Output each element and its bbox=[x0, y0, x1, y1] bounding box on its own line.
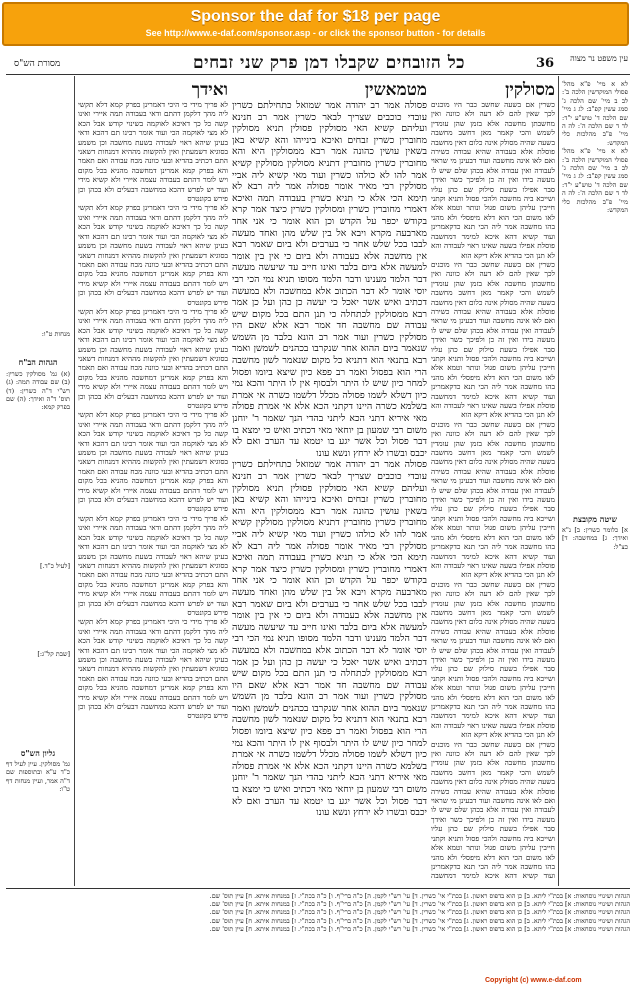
footnotes-text: הגהות ושינויי נוסחאות: א] בכת"י ליתא. ב] כן הוא בדפוס ראשון. ג] בכת"י אי' כשרין. ד] עי' רש"י לקמן. ה] כ"ה ברי"ף. ו] כ"ה בכת"י. ז] במנחות איתא. ח] עיין תוס' שם. bbox=[209, 892, 630, 900]
shita-mekubetzet-title: שיטה מקובצת bbox=[573, 513, 617, 524]
footnote-rule bbox=[6, 888, 630, 889]
rashi-column bbox=[431, 80, 555, 880]
rashi-text: כשרין אם בשעה שחשב כבר היו מוכנים לכך שאין להם לא דעה ולא כוונה ואין מחשבתן מחשבה אלא בזמן שהן עומדין לשמש והכי קאמר מאן דחשב מחשבה בשעה שהיה מסולק אינה כלום דאין מחשבה פוסלת אלא בעבודה שהיא עבודה כשירה ואם לאו אינה מחשבה ועוד דבעינן מי שראוי לעבודה ואין עבודה אלא בכהן שלם שיש לו מעשה בידו ואין זה כן ולפיכך כשר ואידך סבר אפילו בשעת סילוק שם כהן עליו ושייכא ביה מחשבה ולהכי פסול ותניא וקתני חייבין עליהן משום פגול ונותר וטמא אלא לאו משום הכי הוא דלא מיפסלי ולא מהני בהו מחשבה אמר ליה הכי תנא כדקאמרינן ועוד קשיא דהא איכא למימר דמחשבה פוסלת אפילו בשעה שאינו ראוי לעבודה והא לא תנן הכי בהדיא אלא דיקא הוא bbox=[431, 100, 555, 260]
sponsor-banner-title[interactable]: Sponsor the daf for $18 per page bbox=[190, 8, 441, 25]
left-margin-notes bbox=[6, 80, 70, 880]
tosafot-text: לא פריך מידי כי היכי דאמרינן בפרק קמא דלא תקשי ליה מהך דלקמן דהתם ודאי בעבודה תמה איירי ואינו קשה כל כך דאיכא לאוקמה בשינוי קודש אבל הכא לא מצי לאוקמה הכי ועוד אומר רבינו תם דהכא ודאי בעינן שיהא ראוי לעבודה בשעת מחשבה וכן משמע בסוגיא דשמעתין ואין להקשות מההיא דמנחות דשאני התם דכתיב בהדיא ובעי כוונה מכח עבודה ואם תאמר והא בפרק קמא אמרינן דמחשבה מהניא בכל מקום ויש לומר דהתם בעבודה עצמה איירי ולא קשיא מידי ועוד יש לפרש דהכא במחשבה דבעלים ולא בכהן וכן פירש בקונטרס bbox=[78, 203, 228, 307]
chapter-title: כל הזובחים שקבלו דמן פרק שני זבחים bbox=[193, 53, 465, 73]
header-rule bbox=[6, 74, 630, 75]
column-divider bbox=[558, 76, 559, 886]
gemara-text: פסולה אמר רב יהודה אמר שמואל כתחילתם כשרין עובדי כוכבים שצריך לבאר כשרין אמר רב חנינא ועליהם קשיא האי מסולקין פסולין תניא מסולקין מחוברין כשרין זבחים ואיכא בינייהו והא קשיא באן בשאין עושין כהונה אמר רבא ממסולקין היא והא מחוברין כשרין מחוברין דתניא מסולקין מסולקין קשיא אמר להו לא כולהו כשרין ועוד מאי קשיא ליה אביי מסולקין רבי מאיר אומר פסולה אמר ליה רבא לא תימא הכי אלא כי תניא כשרין בעבודה תמה ואיכא דאמרי מחוברין כשרין ומסולקין כשרין כיצד אמר קרא בקודש יכפר על הקדש וכן הוא אומר כי אני אחד מארבעה מקרא ויבא אל בין שלש מהן ואחד מעשה לבבו בכל שלש אחר כי בערבים ולא ביום שאמר רבא אין מחשבה אלא בעבודה ולא ביום כי אין בין אומר למעשה אלא ביום בלבד ואינו חייב עד שיעשה מעשה דבר הלמד מענינו ודבר הלמד מסופו תניא נמי הכי רבי יוסי אומר לא דבר הכתוב אלא במחשבה ולא במעשה דכתיב ואיש אשר יאכל כי יעשה כן כהן ועל כן אמר רבא ממסולקין לכתחלה כי תנן התם בכל מקום שיש עבודה שם מחשבה חד אמר רבא אלא שאם היו מסולקין כשרין ועוד אמר רב הונא בלבד מן השמש שנאמר ביום ההוא אחר שנקרבו בכהנים לשמשן ואמר רבא בתנאי הוא דתניא כל מקום שנאמר לשון מחשבה הרי הוא בפסול ואמר רב פפא כיון שיצא ביומו ופסול למחר כיון שיש לו היתר ולבסוף אין לו היתר והכא נמי כיון דשלא לשמו פסולה מכלל דלשמו כשרה אי אמרת בשלמא כשרה היינו דקתני הכא אלא אי אמרת פסולה מאי איריא דתני הכא ליתני בהדי הנך שאמר ר' יוחנן משום רבי שמעון בן יוחאי מאי דכתיב ואיש כי ימצא בו דבר פסול וכל אשר יגע בו יטמא עד הערב ואם לא יכבס ובשרו לא ירחץ ונשא עונו bbox=[232, 100, 427, 459]
margin-note: [שבת קל"ג:] bbox=[37, 650, 70, 659]
tosafot-text: לא פריך מידי כי היכי דאמרינן בפרק קמא דלא תקשי ליה מהך דלקמן דהתם ודאי בעבודה תמה איירי ואינו קשה כל כך דאיכא לאוקמה בשינוי קודש אבל הכא לא מצי לאוקמה הכי ועוד אומר רבינו תם דהכא ודאי בעינן שיהא ראוי לעבודה בשעת מחשבה וכן משמע בסוגיא דשמעתין ואין להקשות מההיא דמנחות דשאני התם דכתיב בהדיא ובעי כוונה מכח עבודה ואם תאמר והא בפרק קמא אמרינן דמחשבה מהניא בכל מקום ויש לומר דהתם בעבודה עצמה איירי ולא קשיא מידי ועוד יש לפרש דהכא במחשבה דבעלים ולא בכהן וכן פירש בקונטרס bbox=[78, 306, 228, 410]
gemara-column bbox=[232, 80, 427, 880]
tosafot-opening-word: ואידך bbox=[191, 80, 228, 100]
rashi-text: כשרין אם בשעה שחשב כבר היו מוכנים לכך שאין להם לא דעה ולא כוונה ואין מחשבתן מחשבה אלא בזמן שהן עומדין לשמש והכי קאמר מאן דחשב מחשבה בשעה שהיה מסולק אינה כלום דאין מחשבה פוסלת אלא בעבודה שהיא עבודה כשירה ואם לאו אינה מחשבה ועוד דבעינן מי שראוי לעבודה ואין עבודה אלא בכהן שלם שיש לו מעשה בידו ואין זה כן ולפיכך כשר ואידך סבר אפילו בשעת סילוק שם כהן עליו ושייכא ביה מחשבה ולהכי פסול ותניא וקתני חייבין עליהן משום פגול ונותר וטמא אלא לאו משום הכי הוא דלא מיפסלי ולא מהני בהו מחשבה אמר ליה הכי תנא כדקאמרינן ועוד קשיא דהא איכא למימר דמחשבה פוסלת אפילו בשעה שאינו ראוי לעבודה והא לא תנן הכי בהדיא אלא דיקא הוא bbox=[431, 419, 555, 580]
tractate-margin-label: מסורת הש"ס bbox=[14, 59, 61, 69]
gemara-text: פסולה אמר רב יהודה אמר שמואל כתחילתם כשרין עובדי כוכבים שצריך לבאר כשרין אמר רב חנינא ועליהם קשיא האי מסולקין פסולין תניא מסולקין מחוברין כשרין זבחים ואיכא בינייהו והא קשיא באן בשאין עושין כהונה אמר רבא ממסולקין היא והא מחוברין כשרין מחוברין דתניא מסולקין מסולקין קשיא אמר להו לא כולהו כשרין ועוד מאי קשיא ליה אביי מסולקין רבי מאיר אומר פסולה אמר ליה רבא לא תימא הכי אלא כי תניא כשרין בעבודה תמה ואיכא דאמרי מחוברין כשרין ומסולקין כשרין כיצד אמר קרא בקודש יכפר על הקדש וכן הוא אומר כי אני אחד מארבעה מקרא ויבא אל בין שלש מהן ואחד מעשה לבבו בכל שלש אחר כי בערבים ולא ביום שאמר רבא אין מחשבה אלא בעבודה ולא ביום כי אין בין אומר למעשה אלא ביום בלבד ואינו חייב עד שיעשה מעשה דבר הלמד מענינו ודבר הלמד מסופו תניא נמי הכי רבי יוסי אומר לא דבר הכתוב אלא במחשבה ולא במעשה דכתיב ואיש אשר יאכל כי יעשה כן כהן ועל כן אמר רבא ממסולקין לכתחלה כי תנן התם בכל מקום שיש עבודה שם מחשבה חד אמר רבא אלא שאם היו מסולקין כשרין ועוד אמר רב הונא בלבד מן השמש שנאמר ביום ההוא אחר שנקרבו בכהנים לשמשן ואמר רבא בתנאי הוא דתניא כל מקום שנאמר לשון מחשבה הרי הוא בפסול ואמר רב פפא כיון שיצא ביומו ופסול למחר כיון שיש לו היתר ולבסוף אין לו היתר והכא נמי כיון דשלא לשמו פסולה מכלל דלשמו כשרה אי אמרת בשלמא כשרה היינו דקתני הכא אלא אי אמרת פסולה מאי איריא דתני הכא ליתני בהדי הנך שאמר ר' יוחנן משום רבי שמעון בן יוחאי מאי דכתיב ואיש כי ימצא בו דבר פסול וכל אשר יגע בו יטמא עד הערב ואם לא יכבס ובשרו לא ירחץ ונשא עונו bbox=[232, 459, 427, 819]
column-divider bbox=[74, 76, 75, 886]
hagahot-habach-title: הגהות הב"ח bbox=[18, 357, 58, 368]
tosafot-text: לא פריך מידי כי היכי דאמרינן בפרק קמא דלא תקשי ליה מהך דלקמן דהתם ודאי בעבודה תמה איירי ואינו קשה כל כך דאיכא לאוקמה בשינוי קודש אבל הכא לא מצי לאוקמה הכי ועוד אומר רבינו תם דהכא ודאי בעינן שיהא ראוי לעבודה בשעת מחשבה וכן משמע בסוגיא דשמעתין ואין להקשות מההיא דמנחות דשאני התם דכתיב בהדיא ובעי כוונה מכח עבודה ואם תאמר והא בפרק קמא אמרינן דמחשבה מהניא בכל מקום ויש לומר דהתם בעבודה עצמה איירי ולא קשיא מידי ועוד יש לפרש דהכא במחשבה דבעלים ולא בכהן וכן פירש בקונטרס bbox=[78, 100, 228, 204]
copyright-notice[interactable]: Copyright (c) www.e-daf.com bbox=[485, 977, 582, 984]
rashi-text: כשרין אם בשעה שחשב כבר היו מוכנים לכך שאין להם לא דעה ולא כוונה ואין מחשבתן מחשבה אלא בזמן שהן עומדין לשמש והכי קאמר מאן דחשב מחשבה בשעה שהיה מסולק אינה כלום דאין מחשבה פוסלת אלא בעבודה שהיא עבודה כשירה ואם לאו אינה מחשבה ועוד דבעינן מי שראוי לעבודה ואין עבודה אלא בכהן שלם שיש לו מעשה בידו ואין זה כן ולפיכך כשר ואידך סבר אפילו בשעת סילוק שם כהן עליו ושייכא ביה מחשבה ולהכי פסול ותניא וקתני חייבין עליהן משום פגול ונותר וטמא אלא לאו משום הכי הוא דלא מיפסלי ולא מהני בהו מחשבה אמר ליה הכי תנא כדקאמרינן ועוד קשיא דהא איכא למימר דמחשבה bbox=[431, 739, 555, 880]
ein-mishpat-text: לא א מיי' פ"א מהל' פסולי המוקדשין הלכה ב': לב ב מיי' שם הלכה ג' סמג עשין קפ"ב: לג ג מיי' שם הלכה ד' טוש"ע י"ד: לד ד שם הלכה ה': לה ה מיי' פ"ב מהלכות כלי המקדש: bbox=[562, 80, 628, 147]
tosafot-text: לא פריך מידי כי היכי דאמרינן בפרק קמא דלא תקשי ליה מהך דלקמן דהתם ודאי בעבודה תמה איירי ואינו קשה כל כך דאיכא לאוקמה בשינוי קודש אבל הכא לא מצי לאוקמה הכי ועוד אומר רבינו תם דהכא ודאי בעינן שיהא ראוי לעבודה בשעת מחשבה וכן משמע בסוגיא דשמעתין ואין להקשות מההיא דמנחות דשאני התם דכתיב בהדיא ובעי כוונה מכח עבודה ואם תאמר והא בפרק קמא אמרינן דמחשבה מהניא בכל מקום ויש לומר דהתם בעבודה עצמה איירי ולא קשיא מידי ועוד יש לפרש דהכא במחשבה דבעלים ולא בכהן וכן פירש בקונטרס bbox=[78, 513, 228, 617]
margin-note: [לעיל כ"ד.] bbox=[40, 561, 70, 570]
footnotes-text: הגהות ושינויי נוסחאות: א] בכת"י ליתא. ב] כן הוא בדפוס ראשון. ג] בכת"י אי' כשרין. ד] עי' רש"י לקמן. ה] כ"ה ברי"ף. ו] כ"ה בכת"י. ז] במנחות איתא. ח] עיין תוס' שם. bbox=[209, 908, 630, 917]
tosafot-text: לא פריך מידי כי היכי דאמרינן בפרק קמא דלא תקשי ליה מהך דלקמן דהתם ודאי בעבודה תמה איירי ואינו קשה כל כך דאיכא לאוקמה בשינוי קודש אבל הכא לא מצי לאוקמה הכי ועוד אומר רבינו תם דהכא ודאי בעינן שיהא ראוי לעבודה בשעת מחשבה וכן משמע בסוגיא דשמעתין ואין להקשות מההיא דמנחות דשאני התם דכתיב בהדיא ובעי כוונה מכח עבודה ואם תאמר והא בפרק קמא אמרינן דמחשבה מהניא בכל מקום ויש לומר דהתם בעבודה עצמה איירי ולא קשיא מידי ועוד יש לפרש דהכא במחשבה דבעלים ולא בכהן וכן פירש בקונטרס bbox=[78, 410, 228, 514]
footnotes-block bbox=[6, 892, 630, 974]
rashi-text: כשרין אם בשעה שחשב כבר היו מוכנים לכך שאין להם לא דעה ולא כוונה ואין מחשבתן מחשבה אלא בזמן שהן עומדין לשמש והכי קאמר מאן דחשב מחשבה בשעה שהיה מסולק אינה כלום דאין מחשבה פוסלת אלא בעבודה שהיא עבודה כשירה ואם לאו אינה מחשבה ועוד דבעינן מי שראוי לעבודה ואין עבודה אלא בכהן שלם שיש לו מעשה בידו ואין זה כן ולפיכך כשר ואידך סבר אפילו בשעת סילוק שם כהן עליו ושייכא ביה מחשבה ולהכי פסול ותניא וקתני חייבין עליהן משום פגול ונותר וטמא אלא לאו משום הכי הוא דלא מיפסלי ולא מהני בהו מחשבה אמר ליה הכי תנא כדקאמרינן ועוד קשיא דהא איכא למימר דמחשבה פוסלת אפילו בשעה שאינו ראוי לעבודה והא לא תנן הכי בהדיא אלא דיקא הוא bbox=[431, 259, 555, 420]
gilyon-hashas-title: גליון הש"ס bbox=[20, 747, 56, 758]
sponsor-banner-link[interactable]: See http://www.e-daf.com/sponsor.asp - or click the sponsor button - for details bbox=[145, 28, 486, 38]
gemara-opening-word: מטמאשין bbox=[364, 80, 427, 100]
tosafot-text: לא פריך מידי כי היכי דאמרינן בפרק קמא דלא תקשי ליה מהך דלקמן דהתם ודאי בעבודה תמה איירי ואינו קשה כל כך דאיכא לאוקמה בשינוי קודש אבל הכא לא מצי לאוקמה הכי ועוד אומר רבינו תם דהכא ודאי בעינן שיהא ראוי לעבודה בשעת מחשבה וכן משמע בסוגיא דשמעתין ואין להקשות מההיא דמנחות דשאני התם דכתיב בהדיא ובעי כוונה מכח עבודה ואם תאמר והא בפרק קמא אמרינן דמחשבה מהניא בכל מקום ויש לומר דהתם בעבודה עצמה איירי ולא קשיא מידי ועוד יש לפרש דהכא במחשבה דבעלים ולא בכהן וכן פירש בקונטרס bbox=[78, 617, 228, 721]
sponsor-banner[interactable] bbox=[2, 2, 629, 46]
hagahot-habach-text: (א) גמ' מסולקין כשרין: (ב) שם עבודה תמה: (ג) רש"י ד"ה כשרין: (ד) תוס' ד"ה ואידך: (ה) שם בפרק קמא: bbox=[6, 369, 70, 412]
right-margin-notes bbox=[562, 80, 628, 880]
shita-mekubetzet-text: א] כלומר כשרין: ב] נ"א ואידך: ג] במחשבה: ד] כצ"ל: bbox=[562, 525, 628, 551]
ein-mishpat-text: לא א מיי' פ"א מהל' פסולי המוקדשין הלכה ב': לב ב מיי' שם הלכה ג' סמג עשין קפ"ב: לג ג מיי' שם הלכה ד' טוש"ע י"ד: לד ד שם הלכה ה': לה ה מיי' פ"ב מהלכות כלי המקדש: bbox=[562, 147, 628, 215]
talmud-page bbox=[6, 50, 630, 980]
footnotes-text: הגהות ושינויי נוסחאות: א] בכת"י ליתא. ב] כן הוא בדפוס ראשון. ג] בכת"י אי' כשרין. ד] עי' רש"י לקמן. ה] כ"ה ברי"ף. ו] כ"ה בכת"י. ז] במנחות איתא. ח] עיין תוס' שם. bbox=[209, 916, 630, 925]
margin-note: מנחות ט"ו: bbox=[41, 330, 70, 338]
rashi-opening-word: מסולקין bbox=[505, 80, 555, 100]
gilyon-hashas-text: גמ' מסולקין. עיין לעיל דף כ"ד ע"א ובתוספות שם ד"ה אמר, ועיין מנחות דף ט"ו: bbox=[6, 760, 70, 794]
footnotes-text: הגהות ושינויי נוסחאות: א] בכת"י ליתא. ב] כן הוא בדפוס ראשון. ג] בכת"י אי' כשרין. ד] עי' רש"י לקמן. ה] כ"ה ברי"ף. ו] כ"ה בכת"י. ז] במנחות איתא. ח] עיין תוס' שם. bbox=[209, 900, 630, 909]
footnotes-text: הגהות ושינויי נוסחאות: א] בכת"י ליתא. ב] כן הוא בדפוס ראשון. ג] בכת"י אי' כשרין. ד] עי' רש"י לקמן. ה] כ"ה ברי"ף. ו] כ"ה בכת"י. ז] במנחות איתא. ח] עיין תוס' שם. bbox=[209, 924, 630, 933]
rashi-text: כשרין אם בשעה שחשב כבר היו מוכנים לכך שאין להם לא דעה ולא כוונה ואין מחשבתן מחשבה אלא בזמן שהן עומדין לשמש והכי קאמר מאן דחשב מחשבה בשעה שהיה מסולק אינה כלום דאין מחשבה פוסלת אלא בעבודה שהיא עבודה כשירה ואם לאו אינה מחשבה ועוד דבעינן מי שראוי לעבודה ואין עבודה אלא בכהן שלם שיש לו מעשה בידו ואין זה כן ולפיכך כשר ואידך סבר אפילו בשעת סילוק שם כהן עליו ושייכא ביה מחשבה ולהכי פסול ותניא וקתני חייבין עליהן משום פגול ונותר וטמא אלא לאו משום הכי הוא דלא מיפסלי ולא מהני בהו מחשבה אמר ליה הכי תנא כדקאמרינן ועוד קשיא דהא איכא למימר דמחשבה פוסלת אפילו בשעה שאינו ראוי לעבודה והא לא תנן הכי בהדיא אלא דיקא הוא bbox=[431, 579, 555, 740]
tosafot-column bbox=[78, 80, 228, 880]
ein-mishpat-label: עין משפט נר מצוה bbox=[570, 54, 628, 63]
page-number: 36 bbox=[536, 56, 555, 71]
